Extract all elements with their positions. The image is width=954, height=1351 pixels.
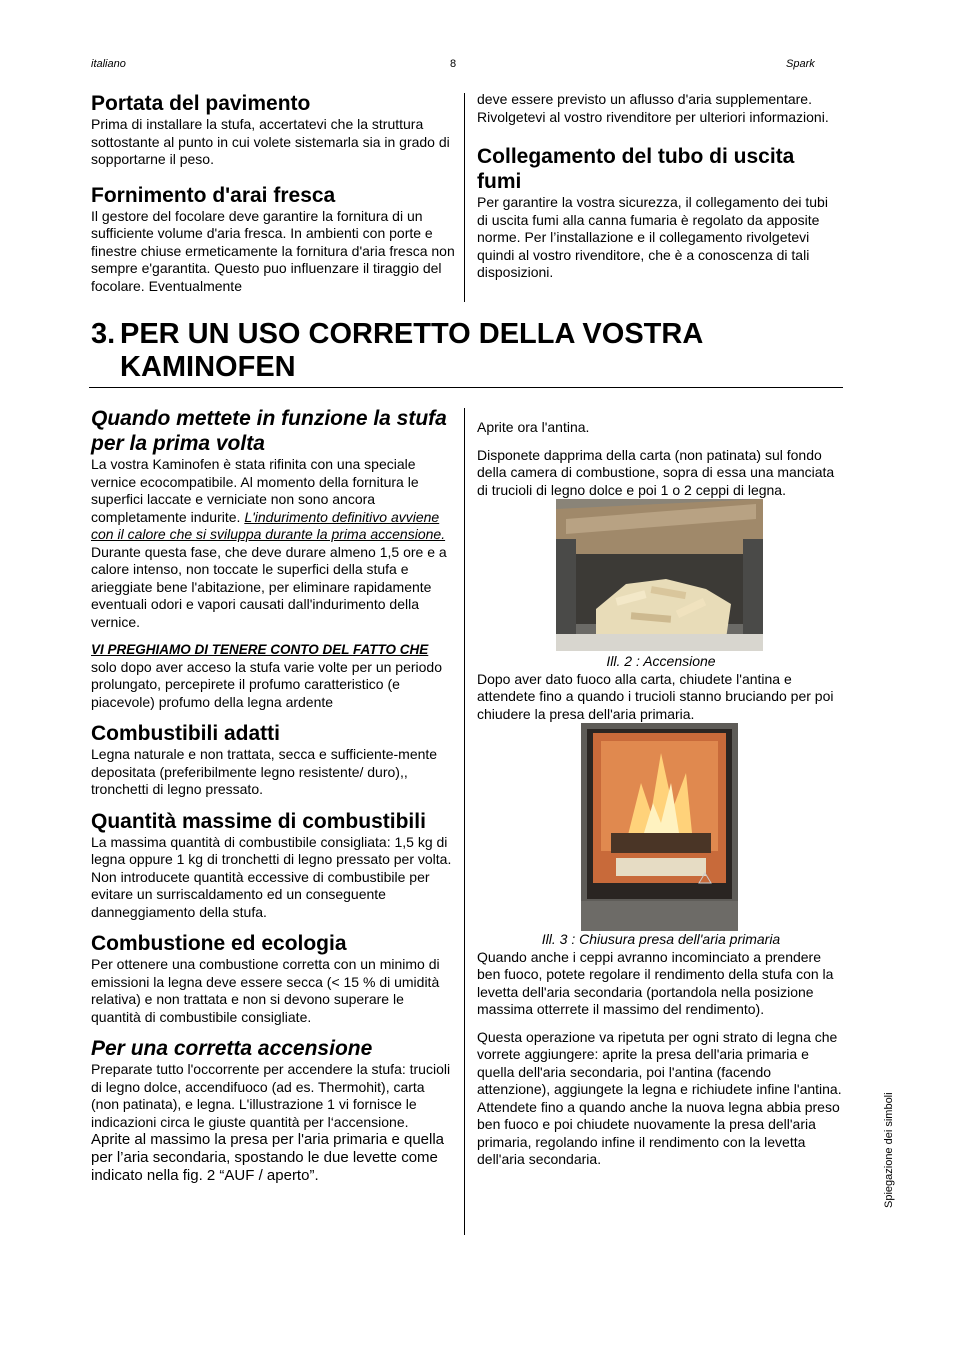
column-divider xyxy=(464,93,465,302)
section-text: Il gestore del focolare deve garantire la fornitura di un sufficiente volume d'aria fresca. In ambienti con porte e finestre chiuse ermeticamente la fornitura d'aria fresca non sempre e'garantita. Questo puo influenzare il tiraggio del focolare. Eventualmente xyxy=(91,207,455,294)
section-text: Per garantire la vostra sicurezza, il collegamento dei tubi di uscita fumi alla canna fumaria è regolato da apposite norme. Per l’installazione e il collegamento rivolgetevi quindi al vostro rivenditore, che è a conoscenza di tali disposizioni. xyxy=(477,194,828,280)
section-title: Fornimento d'arai fresca xyxy=(91,183,336,207)
section-text: Legna naturale e non trattata, secca e sufficiente-mente depositata (preferibilmente legno resistente/ duro),, tronchetti di legno pressato. xyxy=(91,746,438,797)
text-run: La vostra Kaminofen è stata rifinita con una speciale vernice ecocompatibile. Al momento della fornitura le superfici laccate e verniciate non sono ancora completamente indurite. xyxy=(91,456,419,525)
emphasis-text: L'indurimento definitivo avviene con il calore che si sviluppa durante la prima accensione. xyxy=(91,508,446,542)
section-title: Per una corretta accensione xyxy=(91,1037,373,1060)
section-text: Aprite al massimo la presa per l'aria primaria e quella per l’aria secondaria, spostando le due levette come indicato nella fig. 2 “AUF / aperto”. xyxy=(91,1131,445,1184)
paragraph: Disponete dapprima della carta (non patinata) sul fondo della camera di combustione, sopra di essa una manciata di trucioli di legno dolce e poi 1 o 2 ceppi di legna. xyxy=(477,446,835,498)
figure-caption: Ill. 3 : Chiusura presa dell'aria primaria xyxy=(541,931,781,947)
side-tab-label: Spiegazione dei simboli xyxy=(883,1092,895,1208)
main-right-column xyxy=(477,419,845,1169)
ignition-photo xyxy=(556,499,763,651)
firewood-image xyxy=(556,499,763,651)
chapter-rule xyxy=(89,387,843,388)
paragraph: Quando anche i ceppi avranno incominciato a prendere ben fuoco, potete regolare il rendimento della stufa con la levetta dell'aria secondaria (portandola nella posizione massima otterrete il massimo del rendimento). xyxy=(477,948,834,1017)
top-left-column xyxy=(91,91,456,295)
section-title: Quantità massime di combustibili xyxy=(91,809,426,833)
warning-heading: VI PREGHIAMO DI TENERE CONTO DEL FATTO CHE xyxy=(91,642,429,657)
section-text: La massima quantità di combustibile consigliata: 1,5 kg di legna oppure 1 kg di tronchetti di legno pressato per volta. Non introducete quantità eccessive di combustibile per evitare un surriscaldamento ed un conseguente danneggiamento della stufa. xyxy=(91,833,452,920)
section-title: Combustione ed ecologia xyxy=(91,932,347,955)
section-title: Combustibili adatti xyxy=(91,722,280,745)
chapter-number: 3. xyxy=(91,318,116,350)
fire-photo xyxy=(581,723,738,931)
fire-image xyxy=(581,723,738,931)
header-product: Spark xyxy=(786,58,815,70)
main-left-column xyxy=(91,406,456,1185)
section-title: Portata del pavimento xyxy=(91,92,311,115)
text-run: Durante questa fase, che deve durare almeno 1,5 ore e a calore intenso, non toccate le superfici della stufa e arieggiate bene l'abitazione, per eliminare rapidamente eventuali odori e vapori causati dall'indurimento della vernice. xyxy=(91,543,447,630)
figure-caption: Ill. 2 : Accensione xyxy=(606,653,716,669)
page-number: 8 xyxy=(450,58,457,70)
section-text xyxy=(91,456,456,631)
section-text: Prima di installare la stufa, accertatevi che la struttura sottostante al punto in cui volete sistemarla sia in grado di sopportarne il peso. xyxy=(91,116,450,167)
header-language: italiano xyxy=(91,58,126,70)
chapter-heading xyxy=(91,318,843,384)
section-title: Collegamento del tubo di uscita fumi xyxy=(477,145,795,193)
section-text: Preparate tutto l'occorrente per accendere la stufa: trucioli di legno dolce, accendifuoco (ad es. Thermohit), carta (non patinata), e legna. L'illustrazione 1 vi fornisce le indicazioni circa le giuste quantità per l‘accensione. xyxy=(91,1061,451,1130)
top-right-column xyxy=(477,91,842,282)
continued-text: deve essere previsto un aflusso d'aria supplementare. Rivolgetevi al vostro rivenditore per ulteriori informazioni. xyxy=(477,91,829,125)
section-title: Quando mettete in funzione la stufa per la prima volta xyxy=(91,407,447,455)
paragraph: Dopo aver dato fuoco alla carta, chiudete l'antina e attendete fino a quando i trucioli stanno bruciando per poi chiudere la presa dell'aria primaria. xyxy=(477,670,834,722)
column-divider xyxy=(464,408,465,1235)
paragraph: Aprite ora l'antina. xyxy=(477,419,590,435)
text-run: solo dopo aver acceso la stufa varie volte per un periodo prolungato, percepirete il profumo caratteristico (e piacevole) profumo della legna ardente xyxy=(91,658,442,710)
section-text: Per ottenere una combustione corretta con un minimo di emissioni la legna deve essere secca (< 15 % di umidità relativa) e non trattata e non si devono superare le quantità di combustibile consigliate. xyxy=(91,956,440,1025)
chapter-title: PER UN USO CORRETTO DELLA VOSTRA KAMINOFEN xyxy=(120,318,703,383)
warning-text xyxy=(91,641,456,711)
paragraph: Questa operazione va ripetuta per ogni strato di legna che vorrete aggiungere: aprite la presa dell'aria primaria e quella dell'aria secondaria, poi l'antina (facendo attenzione), aggiungete la legna e richiudete infine l'antina. Attendete fino a quando anche la nuova legna abbia preso ben fuoco e poi chiudete nuovamente la presa dell'aria primaria, regolando infine il rendimento con la levetta dell'aria secondaria. xyxy=(477,1028,842,1167)
